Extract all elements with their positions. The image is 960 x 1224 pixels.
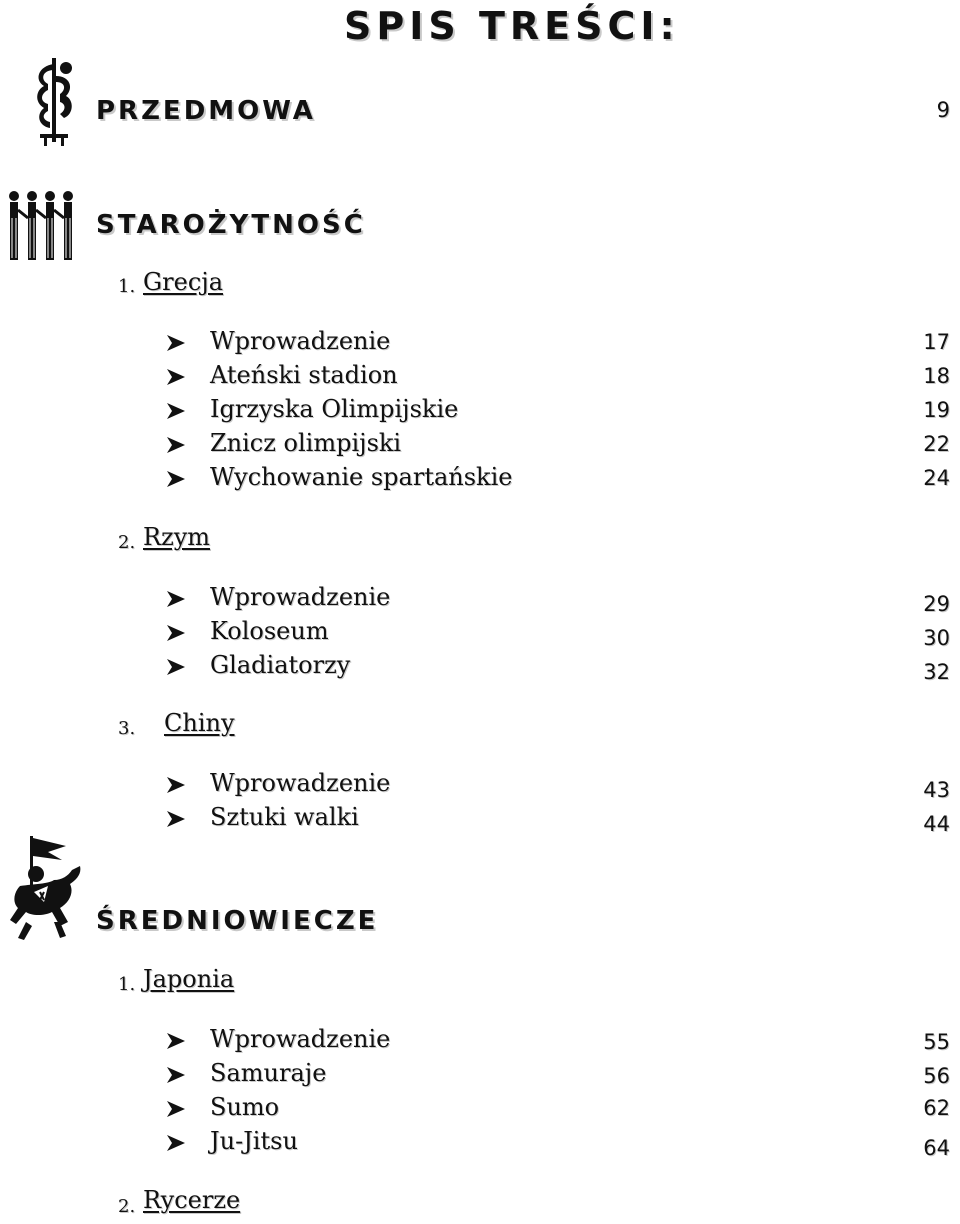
arrowhead-bullet-icon xyxy=(165,1132,187,1154)
entry-page-number: 32 xyxy=(923,660,950,684)
entry-page-number: 44 xyxy=(923,812,950,836)
arrowhead-bullet-icon xyxy=(165,622,187,644)
entry-page-number: 30 xyxy=(923,626,950,650)
subsection-index: 3. xyxy=(118,718,136,739)
section-heading-antiquity: STAROŻYTNOŚĆ xyxy=(96,210,366,240)
preface-heading: PRZEDMOWA xyxy=(96,96,316,126)
entry-page-number: 64 xyxy=(923,1136,950,1160)
entry-label: Wprowadzenie xyxy=(210,327,391,355)
entry-label: Samuraje xyxy=(210,1059,327,1087)
section-heading-middle-ages: ŚREDNIOWIECZE xyxy=(96,906,379,936)
subsection-index: 2. xyxy=(118,1196,136,1217)
subsection-index: 1. xyxy=(118,276,136,297)
arrowhead-bullet-icon xyxy=(165,1030,187,1052)
knight-on-horse-icon xyxy=(4,830,84,942)
arrowhead-bullet-icon xyxy=(165,808,187,830)
greek-figures-icon xyxy=(4,188,80,262)
entry-page-number: 29 xyxy=(923,592,950,616)
entry-label: Znicz olimpijski xyxy=(210,429,402,457)
arrowhead-bullet-icon xyxy=(165,434,187,456)
subsection-index: 1. xyxy=(118,974,136,995)
arrowhead-bullet-icon xyxy=(165,588,187,610)
subsection-title-grecja: Grecja xyxy=(143,268,224,296)
entry-label: Sumo xyxy=(210,1093,280,1121)
arrowhead-bullet-icon xyxy=(165,332,187,354)
arrowhead-bullet-icon xyxy=(165,400,187,422)
entry-label: Gladiatorzy xyxy=(210,651,351,679)
subsection-title-japonia: Japonia xyxy=(143,965,235,993)
entry-page-number: 56 xyxy=(923,1064,950,1088)
preface-page-number: 9 xyxy=(936,98,950,122)
entry-label: Wychowanie spartańskie xyxy=(210,463,513,491)
decorative-figure-icon xyxy=(26,56,82,146)
entry-page-number: 19 xyxy=(923,398,950,422)
subsection-title-chiny: Chiny xyxy=(164,709,235,737)
entry-page-number: 55 xyxy=(923,1030,950,1054)
entry-label: Koloseum xyxy=(210,617,329,645)
subsection-title-rycerze: Rycerze xyxy=(143,1186,241,1214)
arrowhead-bullet-icon xyxy=(165,774,187,796)
page-title: SPIS TREŚCI: xyxy=(344,4,680,48)
arrowhead-bullet-icon xyxy=(165,1098,187,1120)
entry-page-number: 18 xyxy=(923,364,950,388)
entry-label: Ju-Jitsu xyxy=(210,1127,298,1155)
subsection-title-rzym: Rzym xyxy=(143,523,211,551)
entry-label: Wprowadzenie xyxy=(210,583,391,611)
entry-page-number: 62 xyxy=(923,1096,950,1120)
entry-label: Ateński stadion xyxy=(210,361,398,389)
entry-label: Wprowadzenie xyxy=(210,1025,391,1053)
arrowhead-bullet-icon xyxy=(165,366,187,388)
entry-label: Igrzyska Olimpijskie xyxy=(210,395,459,423)
subsection-index: 2. xyxy=(118,532,136,553)
arrowhead-bullet-icon xyxy=(165,1064,187,1086)
arrowhead-bullet-icon xyxy=(165,656,187,678)
arrowhead-bullet-icon xyxy=(165,468,187,490)
entry-page-number: 17 xyxy=(923,330,950,354)
entry-label: Wprowadzenie xyxy=(210,769,391,797)
entry-page-number: 43 xyxy=(923,778,950,802)
entry-page-number: 22 xyxy=(923,432,950,456)
entry-page-number: 24 xyxy=(923,466,950,490)
entry-label: Sztuki walki xyxy=(210,803,359,831)
